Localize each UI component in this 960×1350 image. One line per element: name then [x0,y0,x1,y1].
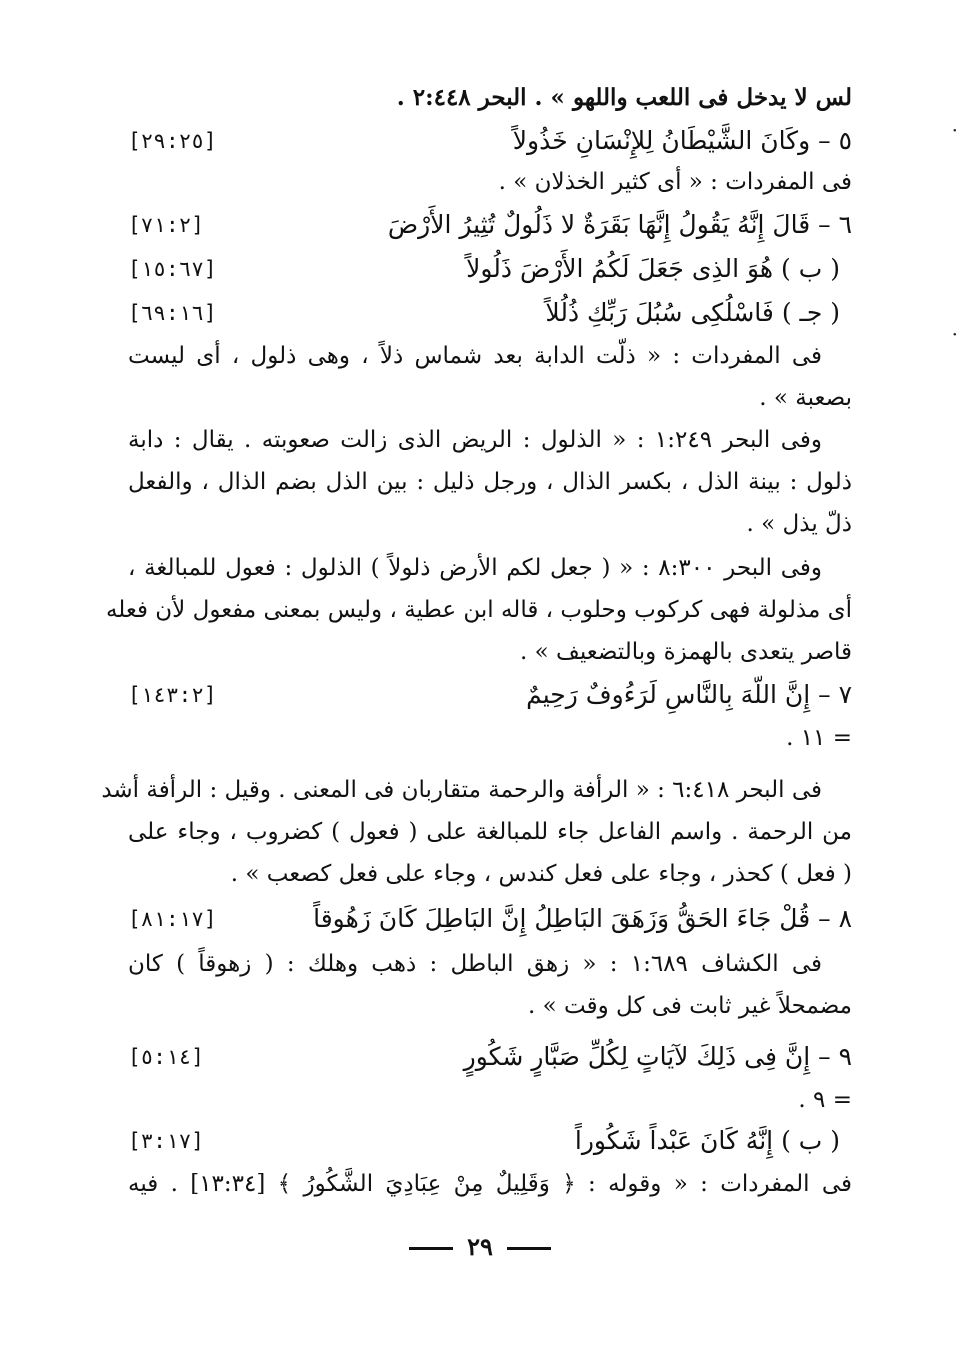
text-line: فى البحر ٦:٤١٨ : « الرأفة والرحمة متقاربان فى المعنى . وقيل : الرأفة أشد [101,777,822,803]
text-line: = ٩ . [798,1087,852,1113]
verse-text: ٥ – وكَانَ الشَّيْطَانُ لِلإِنْسَانِ خَذُولاً [512,126,852,155]
verse-text: ٨ – قُلْ جَاءَ الحَقُّ وَزَهَقَ البَاطِلُ إِنَّ البَاطِلَ كَانَ زَهُوقاً [313,904,852,933]
text-line: وفى البحر ٨:٣٠٠ : « ( جعل لكم الأرض ذلولاً ) الذلول : فعول للمبالغة ، [128,555,822,581]
margin-mark: · [951,322,958,346]
page-footer [0,1232,960,1261]
verse-reference: [٢٩:٢٥] [128,129,217,153]
verse-reference: [١٤٣:٢] [128,683,217,707]
text-line: وفى البحر ١:٢٤٩ : « الذلول : الريض الذى زالت صعوبته . يقال : دابة [128,427,822,453]
verse-text: ( ب ) هُوَ الذِى جَعَلَ لَكُمُ الأَرْضَ ذَلُولاً [466,254,840,283]
verse-reference: [٣:١٧] [128,1129,204,1153]
text-line: فى الكشاف ١:٦٨٩ : « زهق الباطل : ذهب وهلك : ( زهوقاً ) كان [128,951,822,977]
verse-text: ٩ – إِنَّ فِى ذَلِكَ لآيَاتٍ لِكُلِّ صَبَّارٍ شَكُورٍ [463,1042,852,1071]
text-line: ( فعل ) كحذر ، وجاء على فعل كندس ، وجاء على فعل كصعب » . [230,861,852,887]
footer-dash [409,1247,453,1250]
verse-text: ( ب ) إِنَّهُ كَانَ عَبْداً شَكُوراً [574,1126,840,1155]
text-line: فى المفردات : « ذلّت الدابة بعد شماس ذلاً ، وهى ذلول ، أى ليست [128,343,822,369]
verse-reference: [٧١:٢] [128,213,204,237]
verse-text: ( جـ ) فَاسْلُكِى سُبُلَ رَبِّكِ ذُلُلاً [545,298,840,327]
verse-reference: [٥:١٤] [128,1045,204,1069]
text-line: بصعبة » . [759,385,852,411]
footer-dash [507,1247,551,1250]
text-line: = ١١ . [786,725,852,751]
text-line: ذلّ يذل » . [746,511,852,537]
verse-text: ٦ – قَالَ إِنَّهُ يَقُولُ إِنَّهَا بَقَرَةٌ لا ذَلُولٌ تُثِيرُ الأَرْضَ [387,210,852,239]
text-line: فى المفردات : « أى كثير الخذلان » . [498,169,852,195]
text-line: لس لا يدخل فى اللعب واللهو » . البحر ٢:٤٤٨ . [396,84,852,111]
margin-mark: · [951,118,958,142]
text-line: مضمحلاً غير ثابت فى كل وقت » . [528,993,852,1019]
text-line: قاصر يتعدى بالهمزة وبالتضعيف » . [520,639,852,665]
text-line: ذلول : بينة الذل ، بكسر الذال ، ورجل ذليل : بين الذل بضم الذال ، والفعل [128,469,852,495]
text-line: أى مذلولة فهى كركوب وحلوب ، قاله ابن عطية ، وليس بمعنى مفعول لأن فعله [105,597,852,623]
page-number: ٢٩ [467,1232,493,1261]
verse-reference: [٦٩:١٦] [128,301,217,325]
text-line: من الرحمة . واسم الفاعل جاء للمبالغة على ( فعول ) كضروب ، وجاء على [128,819,852,845]
verse-reference: [٨١:١٧] [128,907,217,931]
text-line: فى المفردات : « وقوله : ﴿ وَقَلِيلٌ مِنْ عِبَادِيَ الشَّكُورُ ﴾ [١٣:٣٤] . فيه [128,1171,852,1197]
verse-text: ٧ – إِنَّ اللّهَ بِالنَّاسِ لَرَءُوفٌ رَحِيمٌ [526,680,852,709]
verse-reference: [١٥:٦٧] [128,257,217,281]
